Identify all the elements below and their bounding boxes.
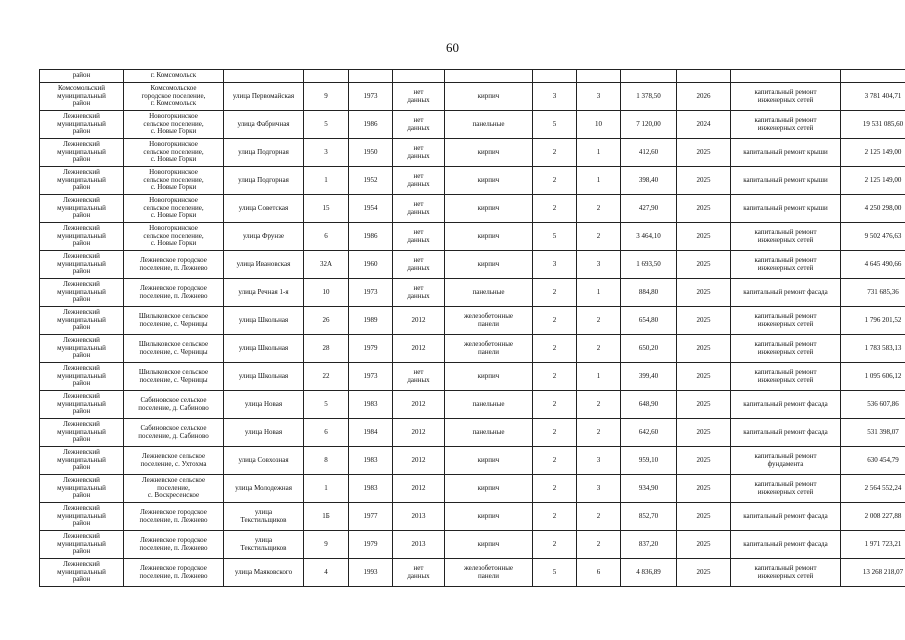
table-row (40, 391, 905, 419)
cell-house-number: 5 (304, 391, 349, 419)
cell-wall-material: кирпич (445, 251, 533, 279)
cell-district: Лежневский муниципальный район (40, 391, 124, 419)
cell-entrances: 3 (577, 447, 621, 475)
cell-settlement: Комсомольское городское поселение, г. Комсомольск (124, 83, 224, 111)
cell-entrances: 2 (577, 391, 621, 419)
cell-district: Лежневский муниципальный район (40, 223, 124, 251)
cell-house-number: 10 (304, 279, 349, 307)
cell-repair-type: капитальный ремонт инженерных сетей (731, 363, 841, 391)
cell-street: улица Фрунзе (224, 223, 304, 251)
cell-repair-type: капитальный ремонт инженерных сетей (731, 559, 841, 587)
cell-settlement: Новогоркинское сельское поселение, с. Новые Горки (124, 111, 224, 139)
cell-area: 7 120,00 (621, 111, 677, 139)
cell-district: район (40, 70, 124, 83)
cell-year-built: 1984 (349, 419, 393, 447)
cell-repair-type: капитальный ремонт инженерных сетей (731, 111, 841, 139)
cell-street: улица Фабричная (224, 111, 304, 139)
cell-floors: 2 (533, 419, 577, 447)
cell-year-built: 1979 (349, 335, 393, 363)
cell-repair-year: 2025 (677, 531, 731, 559)
cell-wall-material: панельные (445, 419, 533, 447)
cell-settlement: Шилыковское сельское поселение, с. Черницы (124, 307, 224, 335)
cell-district: Лежневский муниципальный район (40, 503, 124, 531)
cell-repair-year: 2025 (677, 279, 731, 307)
cell-settlement: Лежневское городское поселение, п. Лежнево (124, 531, 224, 559)
cell-street: улица Совхозная (224, 447, 304, 475)
cell-cost: 2 125 149,00 (841, 139, 905, 167)
cell-year-built: 1952 (349, 167, 393, 195)
cell-house-number: 1 (304, 167, 349, 195)
cell-house-number: 1Б (304, 503, 349, 531)
cell-cost: 13 268 218,07 (841, 559, 905, 587)
cell-entrances: 1 (577, 279, 621, 307)
cell-entrances: 1 (577, 363, 621, 391)
cell-street: улица Подгорная (224, 167, 304, 195)
cell-street: улица Ивановская (224, 251, 304, 279)
cell-area (621, 70, 677, 83)
table-row (40, 335, 905, 363)
cell-cost: 9 502 476,63 (841, 223, 905, 251)
cell-district: Лежневский муниципальный район (40, 419, 124, 447)
cell-year-privatized (393, 70, 445, 83)
cell-house-number: 8 (304, 447, 349, 475)
cell-repair-type: капитальный ремонт крыши (731, 195, 841, 223)
table-row (40, 251, 905, 279)
cell-repair-year: 2025 (677, 223, 731, 251)
cell-repair-year: 2025 (677, 475, 731, 503)
cell-cost: 630 454,79 (841, 447, 905, 475)
table-row (40, 531, 905, 559)
cell-district: Лежневский муниципальный район (40, 167, 124, 195)
cell-repair-type: капитальный ремонт инженерных сетей (731, 307, 841, 335)
cell-house-number: 1 (304, 475, 349, 503)
cell-entrances: 2 (577, 307, 621, 335)
cell-repair-year: 2025 (677, 251, 731, 279)
table-row (40, 559, 905, 587)
cell-house-number: 9 (304, 83, 349, 111)
cell-district: Лежневский муниципальный район (40, 307, 124, 335)
cell-district: Лежневский муниципальный район (40, 111, 124, 139)
housing-repair-table (39, 69, 905, 587)
cell-wall-material: кирпич (445, 503, 533, 531)
cell-floors: 2 (533, 335, 577, 363)
table-row (40, 111, 905, 139)
cell-wall-material: железобетонные панели (445, 307, 533, 335)
cell-wall-material: кирпич (445, 363, 533, 391)
cell-district: Лежневский муниципальный район (40, 559, 124, 587)
cell-district: Лежневский муниципальный район (40, 475, 124, 503)
cell-year-built: 1993 (349, 559, 393, 587)
cell-floors: 3 (533, 251, 577, 279)
cell-year-built: 1979 (349, 531, 393, 559)
cell-wall-material: кирпич (445, 223, 533, 251)
cell-floors: 5 (533, 223, 577, 251)
cell-repair-year: 2025 (677, 447, 731, 475)
cell-cost: 3 781 404,71 (841, 83, 905, 111)
cell-district: Лежневский муниципальный район (40, 531, 124, 559)
cell-cost: 19 531 085,60 (841, 111, 905, 139)
cell-settlement: Лежневское городское поселение, п. Лежнево (124, 251, 224, 279)
cell-settlement: г. Комсомольск (124, 70, 224, 83)
cell-year-privatized: нет данных (393, 139, 445, 167)
cell-floors: 2 (533, 167, 577, 195)
cell-entrances: 1 (577, 139, 621, 167)
cell-house-number: 4 (304, 559, 349, 587)
cell-repair-year: 2025 (677, 391, 731, 419)
cell-district: Комсомольский муниципальный район (40, 83, 124, 111)
cell-repair-year (677, 70, 731, 83)
cell-repair-year: 2025 (677, 503, 731, 531)
cell-entrances: 6 (577, 559, 621, 587)
cell-house-number: 15 (304, 195, 349, 223)
cell-settlement: Лежневское городское поселение, п. Лежнево (124, 559, 224, 587)
cell-street: улица Школьная (224, 307, 304, 335)
cell-street: улица Маяковского (224, 559, 304, 587)
cell-repair-year: 2026 (677, 83, 731, 111)
cell-year-privatized: нет данных (393, 279, 445, 307)
cell-year-privatized: 2012 (393, 391, 445, 419)
cell-cost: 2 125 149,00 (841, 167, 905, 195)
cell-repair-year: 2025 (677, 167, 731, 195)
cell-district: Лежневский муниципальный район (40, 279, 124, 307)
cell-floors: 2 (533, 363, 577, 391)
cell-repair-type: капитальный ремонт фасада (731, 391, 841, 419)
cell-settlement: Шилыковское сельское поселение, с. Черницы (124, 363, 224, 391)
cell-district: Лежневский муниципальный район (40, 335, 124, 363)
cell-repair-type: капитальный ремонт фасада (731, 419, 841, 447)
table-row (40, 83, 905, 111)
cell-district: Лежневский муниципальный район (40, 447, 124, 475)
cell-wall-material: кирпич (445, 139, 533, 167)
cell-street: улица Первомайская (224, 83, 304, 111)
cell-repair-type: капитальный ремонт фундамента (731, 447, 841, 475)
cell-cost: 731 685,36 (841, 279, 905, 307)
cell-year-privatized: 2013 (393, 503, 445, 531)
cell-district: Лежневский муниципальный район (40, 363, 124, 391)
cell-area: 4 836,89 (621, 559, 677, 587)
page-number: 60 (446, 40, 459, 55)
table-row (40, 195, 905, 223)
cell-wall-material: кирпич (445, 83, 533, 111)
cell-district: Лежневский муниципальный район (40, 139, 124, 167)
cell-repair-type: капитальный ремонт инженерных сетей (731, 335, 841, 363)
table-row (40, 419, 905, 447)
cell-street: улица Текстильщиков (224, 503, 304, 531)
cell-repair-type: капитальный ремонт фасада (731, 531, 841, 559)
cell-year-built: 1989 (349, 307, 393, 335)
cell-wall-material: панельные (445, 279, 533, 307)
cell-year-built: 1986 (349, 223, 393, 251)
cell-area: 959,10 (621, 447, 677, 475)
cell-street (224, 70, 304, 83)
cell-area: 642,60 (621, 419, 677, 447)
cell-floors: 2 (533, 475, 577, 503)
table-row (40, 475, 905, 503)
cell-year-built: 1986 (349, 111, 393, 139)
cell-area: 654,80 (621, 307, 677, 335)
cell-street: улица Речная 1-я (224, 279, 304, 307)
cell-repair-year: 2025 (677, 307, 731, 335)
table-row (40, 307, 905, 335)
cell-house-number: 28 (304, 335, 349, 363)
cell-district: Лежневский муниципальный район (40, 195, 124, 223)
cell-year-privatized: нет данных (393, 111, 445, 139)
cell-repair-year: 2025 (677, 139, 731, 167)
cell-year-privatized: нет данных (393, 223, 445, 251)
cell-entrances (577, 70, 621, 83)
cell-repair-year: 2025 (677, 559, 731, 587)
table-row (40, 279, 905, 307)
cell-year-built: 1983 (349, 391, 393, 419)
cell-street: улица Советская (224, 195, 304, 223)
cell-house-number: 6 (304, 419, 349, 447)
table-row (40, 139, 905, 167)
cell-repair-year: 2025 (677, 335, 731, 363)
cell-repair-type: капитальный ремонт инженерных сетей (731, 251, 841, 279)
cell-wall-material: кирпич (445, 531, 533, 559)
cell-settlement: Сабиновское сельское поселение, д. Сабиново (124, 419, 224, 447)
cell-wall-material: кирпич (445, 167, 533, 195)
cell-settlement: Лежневское сельское поселение, с. Ухтохма (124, 447, 224, 475)
cell-year-privatized: нет данных (393, 363, 445, 391)
cell-area: 412,60 (621, 139, 677, 167)
cell-area: 399,40 (621, 363, 677, 391)
cell-year-built: 1954 (349, 195, 393, 223)
cell-floors: 5 (533, 559, 577, 587)
cell-house-number: 5 (304, 111, 349, 139)
cell-settlement: Сабиновское сельское поселение, д. Сабиново (124, 391, 224, 419)
cell-cost: 1 783 583,13 (841, 335, 905, 363)
cell-house-number: 32А (304, 251, 349, 279)
cell-house-number: 6 (304, 223, 349, 251)
cell-settlement: Новогоркинское сельское поселение, с. Новые Горки (124, 139, 224, 167)
cell-entrances: 2 (577, 419, 621, 447)
cell-floors: 5 (533, 111, 577, 139)
table-row (40, 447, 905, 475)
cell-house-number: 26 (304, 307, 349, 335)
cell-repair-type: капитальный ремонт инженерных сетей (731, 223, 841, 251)
cell-year-privatized: нет данных (393, 559, 445, 587)
cell-wall-material: кирпич (445, 475, 533, 503)
cell-house-number: 3 (304, 139, 349, 167)
cell-year-privatized: 2012 (393, 447, 445, 475)
cell-year-privatized: 2012 (393, 307, 445, 335)
cell-cost (841, 70, 905, 83)
cell-year-built: 1977 (349, 503, 393, 531)
cell-floors: 3 (533, 83, 577, 111)
cell-area: 1 693,50 (621, 251, 677, 279)
table-row (40, 503, 905, 531)
cell-area: 837,20 (621, 531, 677, 559)
cell-wall-material: панельные (445, 391, 533, 419)
cell-repair-type: капитальный ремонт инженерных сетей (731, 475, 841, 503)
cell-entrances: 3 (577, 251, 621, 279)
table-row (40, 70, 905, 83)
cell-entrances: 2 (577, 195, 621, 223)
cell-area: 1 378,50 (621, 83, 677, 111)
cell-entrances: 2 (577, 223, 621, 251)
cell-floors: 2 (533, 307, 577, 335)
cell-entrances: 1 (577, 167, 621, 195)
cell-year-privatized: 2012 (393, 419, 445, 447)
cell-area: 398,40 (621, 167, 677, 195)
cell-wall-material: железобетонные панели (445, 559, 533, 587)
cell-floors: 2 (533, 447, 577, 475)
cell-house-number: 9 (304, 531, 349, 559)
cell-settlement: Шилыковское сельское поселение, с. Черницы (124, 335, 224, 363)
table-row (40, 167, 905, 195)
cell-street: улица Школьная (224, 335, 304, 363)
cell-entrances: 2 (577, 503, 621, 531)
cell-house-number: 22 (304, 363, 349, 391)
cell-floors: 2 (533, 503, 577, 531)
cell-year-built: 1973 (349, 363, 393, 391)
cell-cost: 2 564 552,24 (841, 475, 905, 503)
cell-settlement: Лежневское сельское поселение, с. Воскресенское (124, 475, 224, 503)
cell-repair-type: капитальный ремонт крыши (731, 167, 841, 195)
cell-entrances: 10 (577, 111, 621, 139)
cell-wall-material: кирпич (445, 195, 533, 223)
cell-entrances: 2 (577, 531, 621, 559)
cell-floors: 2 (533, 531, 577, 559)
cell-settlement: Лежневское городское поселение, п. Лежнево (124, 279, 224, 307)
cell-repair-type: капитальный ремонт фасада (731, 503, 841, 531)
cell-repair-type (731, 70, 841, 83)
cell-cost: 1 971 723,21 (841, 531, 905, 559)
cell-cost: 531 398,07 (841, 419, 905, 447)
cell-entrances: 3 (577, 83, 621, 111)
cell-cost: 2 008 227,88 (841, 503, 905, 531)
cell-year-privatized: 2012 (393, 335, 445, 363)
cell-year-privatized: 2012 (393, 475, 445, 503)
cell-area: 648,90 (621, 391, 677, 419)
cell-year-built: 1983 (349, 475, 393, 503)
cell-street: улица Подгорная (224, 139, 304, 167)
cell-year-built: 1950 (349, 139, 393, 167)
cell-entrances: 2 (577, 335, 621, 363)
cell-street: улица Школьная (224, 363, 304, 391)
cell-year-built: 1960 (349, 251, 393, 279)
cell-area: 852,70 (621, 503, 677, 531)
cell-settlement: Новогоркинское сельское поселение, с. Новые Горки (124, 223, 224, 251)
cell-repair-year: 2025 (677, 419, 731, 447)
cell-floors: 2 (533, 279, 577, 307)
cell-wall-material: железобетонные панели (445, 335, 533, 363)
cell-settlement: Новогоркинское сельское поселение, с. Новые Горки (124, 167, 224, 195)
cell-wall-material: панельные (445, 111, 533, 139)
cell-area: 934,90 (621, 475, 677, 503)
cell-cost: 4 645 490,66 (841, 251, 905, 279)
cell-year-privatized: нет данных (393, 251, 445, 279)
cell-year-built: 1983 (349, 447, 393, 475)
cell-floors: 2 (533, 139, 577, 167)
cell-year-privatized: нет данных (393, 83, 445, 111)
cell-repair-type: капитальный ремонт фасада (731, 279, 841, 307)
cell-repair-year: 2025 (677, 195, 731, 223)
cell-wall-material (445, 70, 533, 83)
cell-street: улица Новая (224, 419, 304, 447)
cell-floors (533, 70, 577, 83)
cell-settlement: Лежневское городское поселение, п. Лежнево (124, 503, 224, 531)
cell-cost: 1 095 606,12 (841, 363, 905, 391)
cell-year-privatized: нет данных (393, 167, 445, 195)
cell-settlement: Новогоркинское сельское поселение, с. Новые Горки (124, 195, 224, 223)
cell-year-privatized: нет данных (393, 195, 445, 223)
cell-house-number (304, 70, 349, 83)
cell-cost: 1 796 201,52 (841, 307, 905, 335)
cell-district: Лежневский муниципальный район (40, 251, 124, 279)
cell-floors: 2 (533, 391, 577, 419)
cell-year-built: 1973 (349, 83, 393, 111)
cell-area: 650,20 (621, 335, 677, 363)
cell-repair-type: капитальный ремонт инженерных сетей (731, 83, 841, 111)
cell-year-built (349, 70, 393, 83)
cell-wall-material: кирпич (445, 447, 533, 475)
cell-entrances: 3 (577, 475, 621, 503)
table-row (40, 223, 905, 251)
cell-repair-year: 2024 (677, 111, 731, 139)
cell-area: 3 464,10 (621, 223, 677, 251)
cell-year-privatized: 2013 (393, 531, 445, 559)
cell-area: 884,80 (621, 279, 677, 307)
cell-cost: 536 607,86 (841, 391, 905, 419)
cell-street: улица Новая (224, 391, 304, 419)
cell-repair-type: капитальный ремонт крыши (731, 139, 841, 167)
cell-street: улица Молодежная (224, 475, 304, 503)
cell-cost: 4 250 298,00 (841, 195, 905, 223)
table-row (40, 363, 905, 391)
cell-year-built: 1973 (349, 279, 393, 307)
cell-area: 427,90 (621, 195, 677, 223)
cell-street: улица Текстильщиков (224, 531, 304, 559)
cell-repair-year: 2025 (677, 363, 731, 391)
cell-floors: 2 (533, 195, 577, 223)
